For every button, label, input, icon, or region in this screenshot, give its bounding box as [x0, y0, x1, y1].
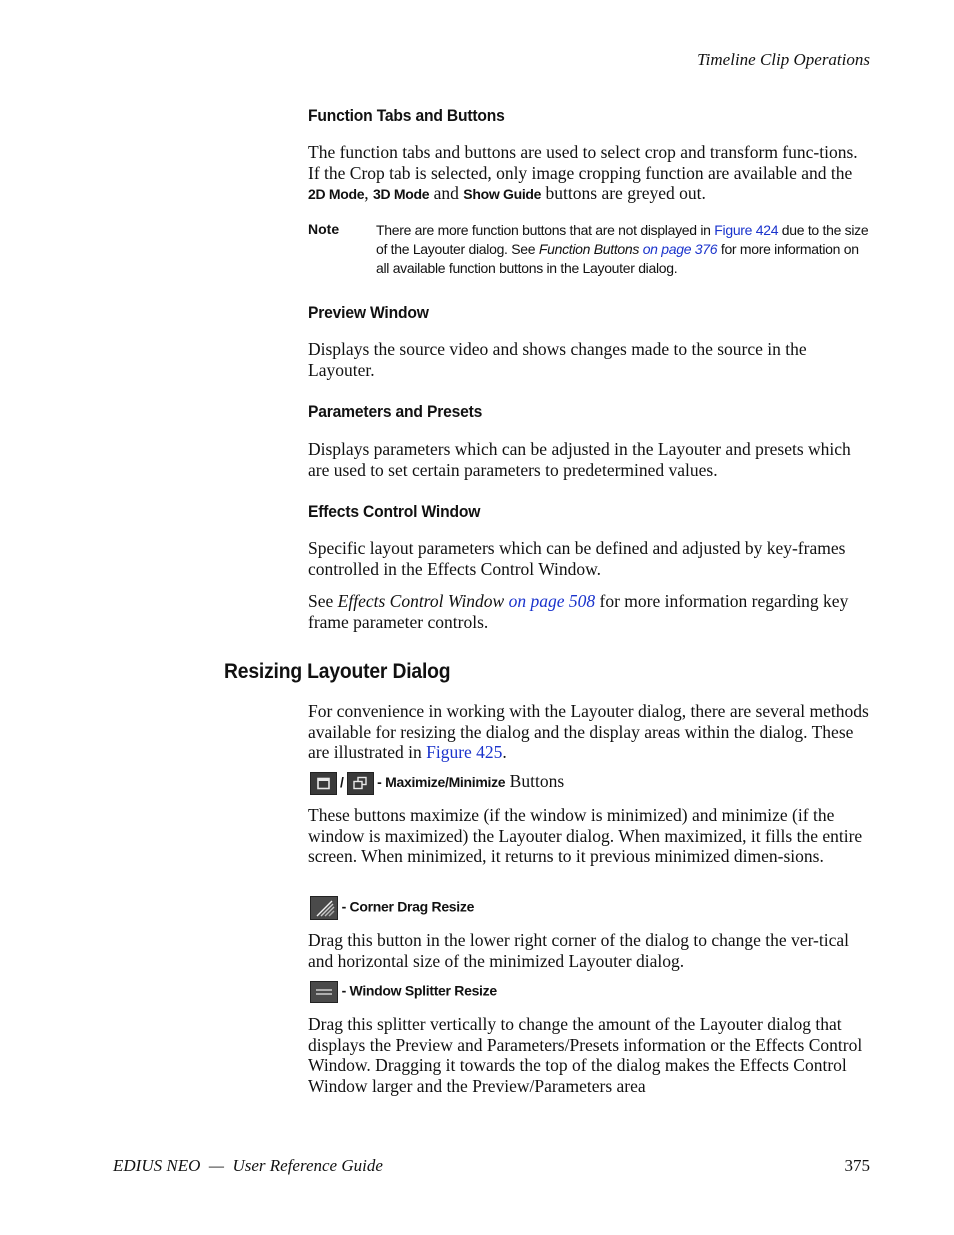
restore-icon — [347, 772, 374, 795]
footer-guide-title: EDIUS NEO — User Reference Guide — [113, 1156, 383, 1175]
note-label: Note — [308, 221, 340, 237]
heading-function-tabs: Function Tabs and Buttons — [308, 106, 505, 125]
text: For convenience in working with the Layouter dialog, there are several methods available for resizing the dialog and the display areas within the dialog. These are illustrated in — [308, 701, 869, 762]
maximize-minimize-row — [310, 771, 564, 795]
heading-preview-window: Preview Window — [308, 303, 429, 322]
slash: / — [340, 774, 344, 790]
corner-drag-row — [310, 896, 474, 920]
text: See — [308, 591, 338, 611]
paragraph-effects-see — [308, 591, 870, 632]
corner-resize-icon — [310, 896, 338, 920]
maximize-icon — [310, 772, 337, 795]
link-figure-425[interactable]: Figure 425 — [426, 742, 503, 762]
paragraph-resizing — [308, 701, 870, 763]
page-number: 375 — [844, 1156, 870, 1175]
note-body — [376, 221, 870, 279]
text: and — [429, 183, 464, 203]
ref-effects-control-window: Effects Control Window — [337, 591, 505, 611]
corner-drag-label: - Corner Drag Resize — [338, 898, 475, 915]
paragraph-corner-drag: Drag this button in the lower right corner of the dialog to change the ver-tical and horizontal size of the minimized Layouter dialog. — [308, 930, 850, 971]
paragraph-maximize-minimize: These buttons maximize (if the window is minimized) and minimize (if the window is maximized) the Layouter dialog. When maximized, it fills the entire screen. When minimized, it returns to it previous minimized dimen-sions. — [308, 805, 863, 866]
paragraph-splitter: Drag this splitter vertically to change the amount of the Layouter dialog that displays the Preview and Parameters/Presets information or the Effects Control Window. Dragging it towards the top of the dialog makes the Effects Control Window larger and the Preview/Parameters area — [308, 1014, 863, 1096]
text: There are more function buttons that are not displayed in — [376, 222, 715, 238]
paragraph-parameters-presets: Displays parameters which can be adjusted in the Layouter and presets which are used to set certain parameters to predetermined values. — [308, 439, 851, 480]
text: The function tabs and buttons are used to select crop and transform func-tions. If the Crop tab is selected, only image cropping function are available and the — [308, 142, 858, 183]
link-page-376[interactable]: on page 376 — [639, 241, 718, 258]
splitter-label: - Window Splitter Resize — [338, 982, 497, 999]
splitter-icon — [310, 981, 338, 1003]
text: , — [364, 183, 373, 203]
ui-show-guide: Show Guide — [463, 186, 542, 202]
ui-2d-mode: 2D Mode — [308, 186, 365, 202]
link-figure-424[interactable]: Figure 424 — [714, 222, 779, 238]
text: . — [502, 742, 507, 762]
splitter-row — [310, 981, 497, 1003]
heading-resizing-layouter: Resizing Layouter Dialog — [224, 660, 451, 683]
heading-effects-control: Effects Control Window — [308, 502, 481, 521]
text: due to the size of the Layouter dialog. See — [376, 222, 869, 258]
text: for more information on all available function buttons in the Layouter dialog. — [376, 241, 859, 277]
link-page-508[interactable]: on page 508 — [504, 591, 596, 611]
ui-3d-mode: 3D Mode — [373, 186, 430, 202]
paragraph-effects-control: Specific layout parameters which can be defined and adjusted by key-frames controlled in the Effects Control Window. — [308, 538, 846, 579]
maximize-minimize-label: - Maximize/Minimize — [373, 774, 506, 790]
text: for more information regarding key frame parameter controls. — [308, 591, 849, 632]
running-header: Timeline Clip Operations — [697, 50, 870, 69]
ref-function-buttons: Function Buttons — [538, 241, 640, 258]
maximize-minimize-tail: Buttons — [505, 771, 565, 791]
text: buttons are greyed out. — [541, 183, 706, 203]
paragraph-preview-window: Displays the source video and shows changes made to the source in the Layouter. — [308, 339, 807, 380]
paragraph-function-tabs — [308, 142, 870, 205]
heading-parameters-presets: Parameters and Presets — [308, 402, 483, 421]
